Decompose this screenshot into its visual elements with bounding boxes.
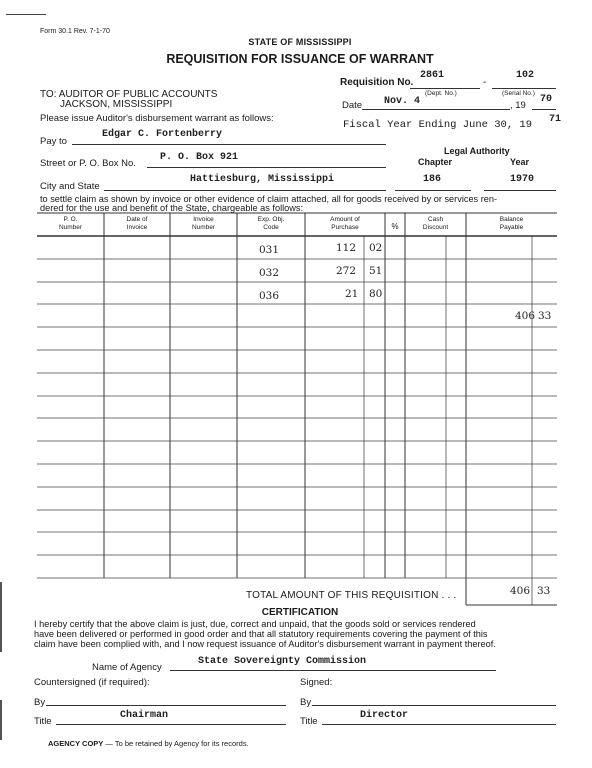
street-line [147,167,386,168]
legal-chapter-value: 186 [423,174,442,185]
row-2-amount-dollars: 272 [336,265,357,277]
certification-heading: CERTIFICATION [261,607,339,618]
countersigned-label: Countersigned (if required): [34,677,150,688]
title-value-left: Chairman [120,710,169,721]
header-invoice-number: Invoice Number [191,216,216,231]
title-label-left: Title [34,716,52,727]
signed-label: Signed: [300,677,333,688]
fiscal-year-label: Fiscal Year Ending June 30, 19 [343,119,533,131]
requisition-dept-no: 2861 [420,70,445,81]
form-title: REQUISITION FOR ISSUANCE OF WARRANT [166,52,434,66]
requisition-serial-caption: (Serial No.) [502,90,535,97]
certification-line-1: I hereby certify that the above claim is just, due, correct and unpaid, that the goods sold or services rendered [34,619,476,629]
pay-to-label: Pay to [40,136,67,147]
city-line [104,190,386,191]
row-1-amount-cents: 02 [369,242,383,254]
header-balance: Balance Payable [499,216,524,231]
legal-year-label: Year [510,157,530,167]
date-value: Nov. 4 [384,96,421,107]
by-line-right [312,705,556,706]
date-label: Date [342,100,363,111]
balance-cents: 33 [538,310,552,322]
row-3-code: 036 [259,290,280,302]
header-po: P. O. Number [58,216,83,231]
row-3-amount-cents: 80 [369,288,383,300]
header-amount: Amount of Purchase [330,216,360,231]
header-percent: % [391,222,399,231]
addressee-line-2: JACKSON, MISSISSIPPI [60,99,173,110]
date-year: 70 [540,94,553,105]
header-cash-discount: Cash Discount [422,216,449,231]
legal-chapter-label: Chapter [418,157,453,167]
header-exp-code: Exp. Obj. Code [257,216,285,231]
legal-chapter-line [395,190,471,191]
street-label: Street or P. O. Box No. [40,158,136,169]
certification-line-3: claim have been complied with, and I now request issuance of Auditor's disbursement warrant in payment thereof. [34,639,496,649]
agency-value: State Sovereignty Commission [198,656,367,667]
city-value: Hattiesburg, Mississippi [190,174,335,185]
requisition-dept-line [410,88,480,89]
form-id: Form 30.1 Rev. 7-1-70 [40,28,110,35]
addressee-line-1: TO: AUDITOR OF PUBLIC ACCOUNTS [40,89,218,100]
legal-year-value: 1970 [510,174,535,185]
scan-corner-mark [6,14,46,15]
title-value-right: Director [360,710,409,721]
pay-to-value: Edgar C. Fortenberry [102,129,223,140]
scan-edge-mark [0,700,2,740]
title-line-left [56,724,286,725]
requisition-dept-caption: (Dept. No.) [425,90,457,97]
footer-note [48,739,249,748]
total-cents: 33 [537,585,551,597]
date-year-line [532,109,556,110]
footer-bold: AGENCY COPY [48,739,104,748]
balance-dollars: 406 [515,310,536,322]
row-1-amount-dollars: 112 [336,242,357,254]
scan-edge-mark [0,582,2,652]
legal-year-line [484,190,556,191]
date-line [362,109,510,110]
state-heading: STATE OF MISSISSIPPI [248,37,352,47]
settle-text-2: dered for the use and benefit of the State, chargeable as follows: [40,203,304,213]
city-label: City and State [40,181,100,192]
by-line-left [46,705,286,706]
title-line-right [322,724,556,725]
row-3-amount-dollars: 21 [345,288,359,300]
certification-line-2: have been delivered or performed in good order and that all statutory requirements covering the payment of this [34,629,488,639]
settle-text-1: to settle claim as shown by invoice or other evidence of claim attached, all for goods received by or services ren- [40,194,498,204]
requisition-serial-line [492,88,556,89]
total-dollars: 406 [510,585,531,597]
instruction-text: Please issue Auditor's disbursement warrant as follows: [40,113,274,124]
by-label-right: By [300,697,312,708]
street-value: P. O. Box 921 [160,152,239,163]
row-1-code: 031 [259,244,280,256]
date-year-prefix: , 19 [510,100,526,111]
requisition-serial-no: 102 [516,70,535,81]
footer-rest: — To be retained by Agency for its records. [103,739,249,748]
row-2-code: 032 [259,267,280,279]
requisition-label: Requisition No. [340,77,414,88]
pay-to-line [72,144,386,145]
header-date-invoice: Date of Invoice [126,216,148,231]
title-label-right: Title [300,716,318,727]
agency-line [170,670,496,671]
agency-label: Name of Agency [92,662,162,673]
row-2-amount-cents: 51 [369,265,383,277]
by-label-left: By [34,697,46,708]
fiscal-year-value: 71 [549,114,562,125]
legal-authority-label: Legal Authority [444,146,510,156]
requisition-dash: - [483,77,487,88]
total-label: TOTAL AMOUNT OF THIS REQUISITION . . . [246,590,457,601]
